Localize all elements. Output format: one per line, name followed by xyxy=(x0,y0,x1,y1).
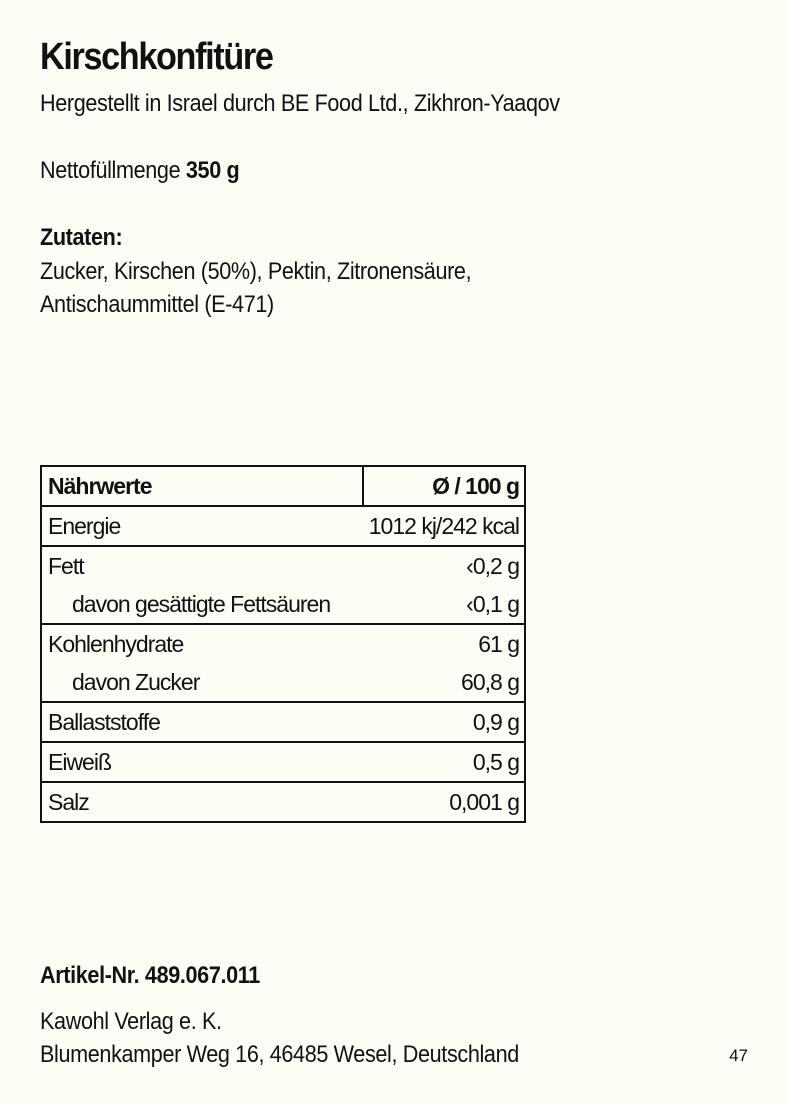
nutrition-header-value: Ø / 100 g xyxy=(363,466,525,506)
nutrient-value: 0,001 g xyxy=(363,782,525,822)
nutrient-value: 61 g xyxy=(363,624,525,663)
ingredients-heading: Zutaten: xyxy=(40,224,123,251)
page-number: 47 xyxy=(729,1046,748,1065)
ingredients-line-2: Antischaummittel (E-471) xyxy=(40,291,274,318)
table-row xyxy=(41,742,525,782)
publisher-address: Blumenkamper Weg 16, 46485 Wesel, Deutschland xyxy=(40,1041,519,1068)
net-quantity-label: Nettofüllmenge xyxy=(40,157,181,184)
ingredients-line-1: Zucker, Kirschen (50%), Pektin, Zitronensäure, xyxy=(40,258,472,285)
table-row xyxy=(41,624,525,663)
nutrient-value: 0,9 g xyxy=(363,702,525,742)
nutrition-table xyxy=(40,465,526,823)
table-row xyxy=(41,585,525,624)
nutrient-label: Ballaststoffe xyxy=(41,702,363,742)
nutrition-header-label: Nährwerte xyxy=(41,466,363,506)
net-quantity-value: 350 g xyxy=(185,157,240,184)
table-row xyxy=(41,663,525,702)
nutrition-header-row xyxy=(41,466,525,506)
manufacturer-line: Hergestellt in Israel durch BE Food Ltd., Zikhron-Yaaqov xyxy=(40,90,560,117)
table-row xyxy=(41,702,525,742)
table-row xyxy=(41,782,525,822)
nutrient-label: Fett xyxy=(41,546,363,585)
nutrient-value: ‹0,2 g xyxy=(363,546,525,585)
nutrient-sub-label: davon gesättigte Fettsäuren xyxy=(72,591,331,617)
nutrient-label: Kohlenhydrate xyxy=(41,624,363,663)
nutrient-label: Energie xyxy=(48,513,121,539)
nutrient-label: Eiweiß xyxy=(41,742,363,782)
publisher-name: Kawohl Verlag e. K. xyxy=(40,1008,222,1035)
nutrient-value: ‹0,1 g xyxy=(466,591,519,617)
nutrient-value: 1012 kj/242 kcal xyxy=(368,513,519,539)
nutrient-sub-label: davon Zucker xyxy=(72,669,200,695)
article-number: Artikel-Nr. 489.067.011 xyxy=(40,962,260,989)
table-row xyxy=(41,506,525,546)
nutrient-value: 0,5 g xyxy=(363,742,525,782)
net-quantity xyxy=(40,157,239,185)
nutrient-value: 60,8 g xyxy=(461,669,519,695)
table-row xyxy=(41,546,525,585)
nutrient-label: Salz xyxy=(41,782,363,822)
product-title: Kirschkonfitüre xyxy=(40,36,273,78)
